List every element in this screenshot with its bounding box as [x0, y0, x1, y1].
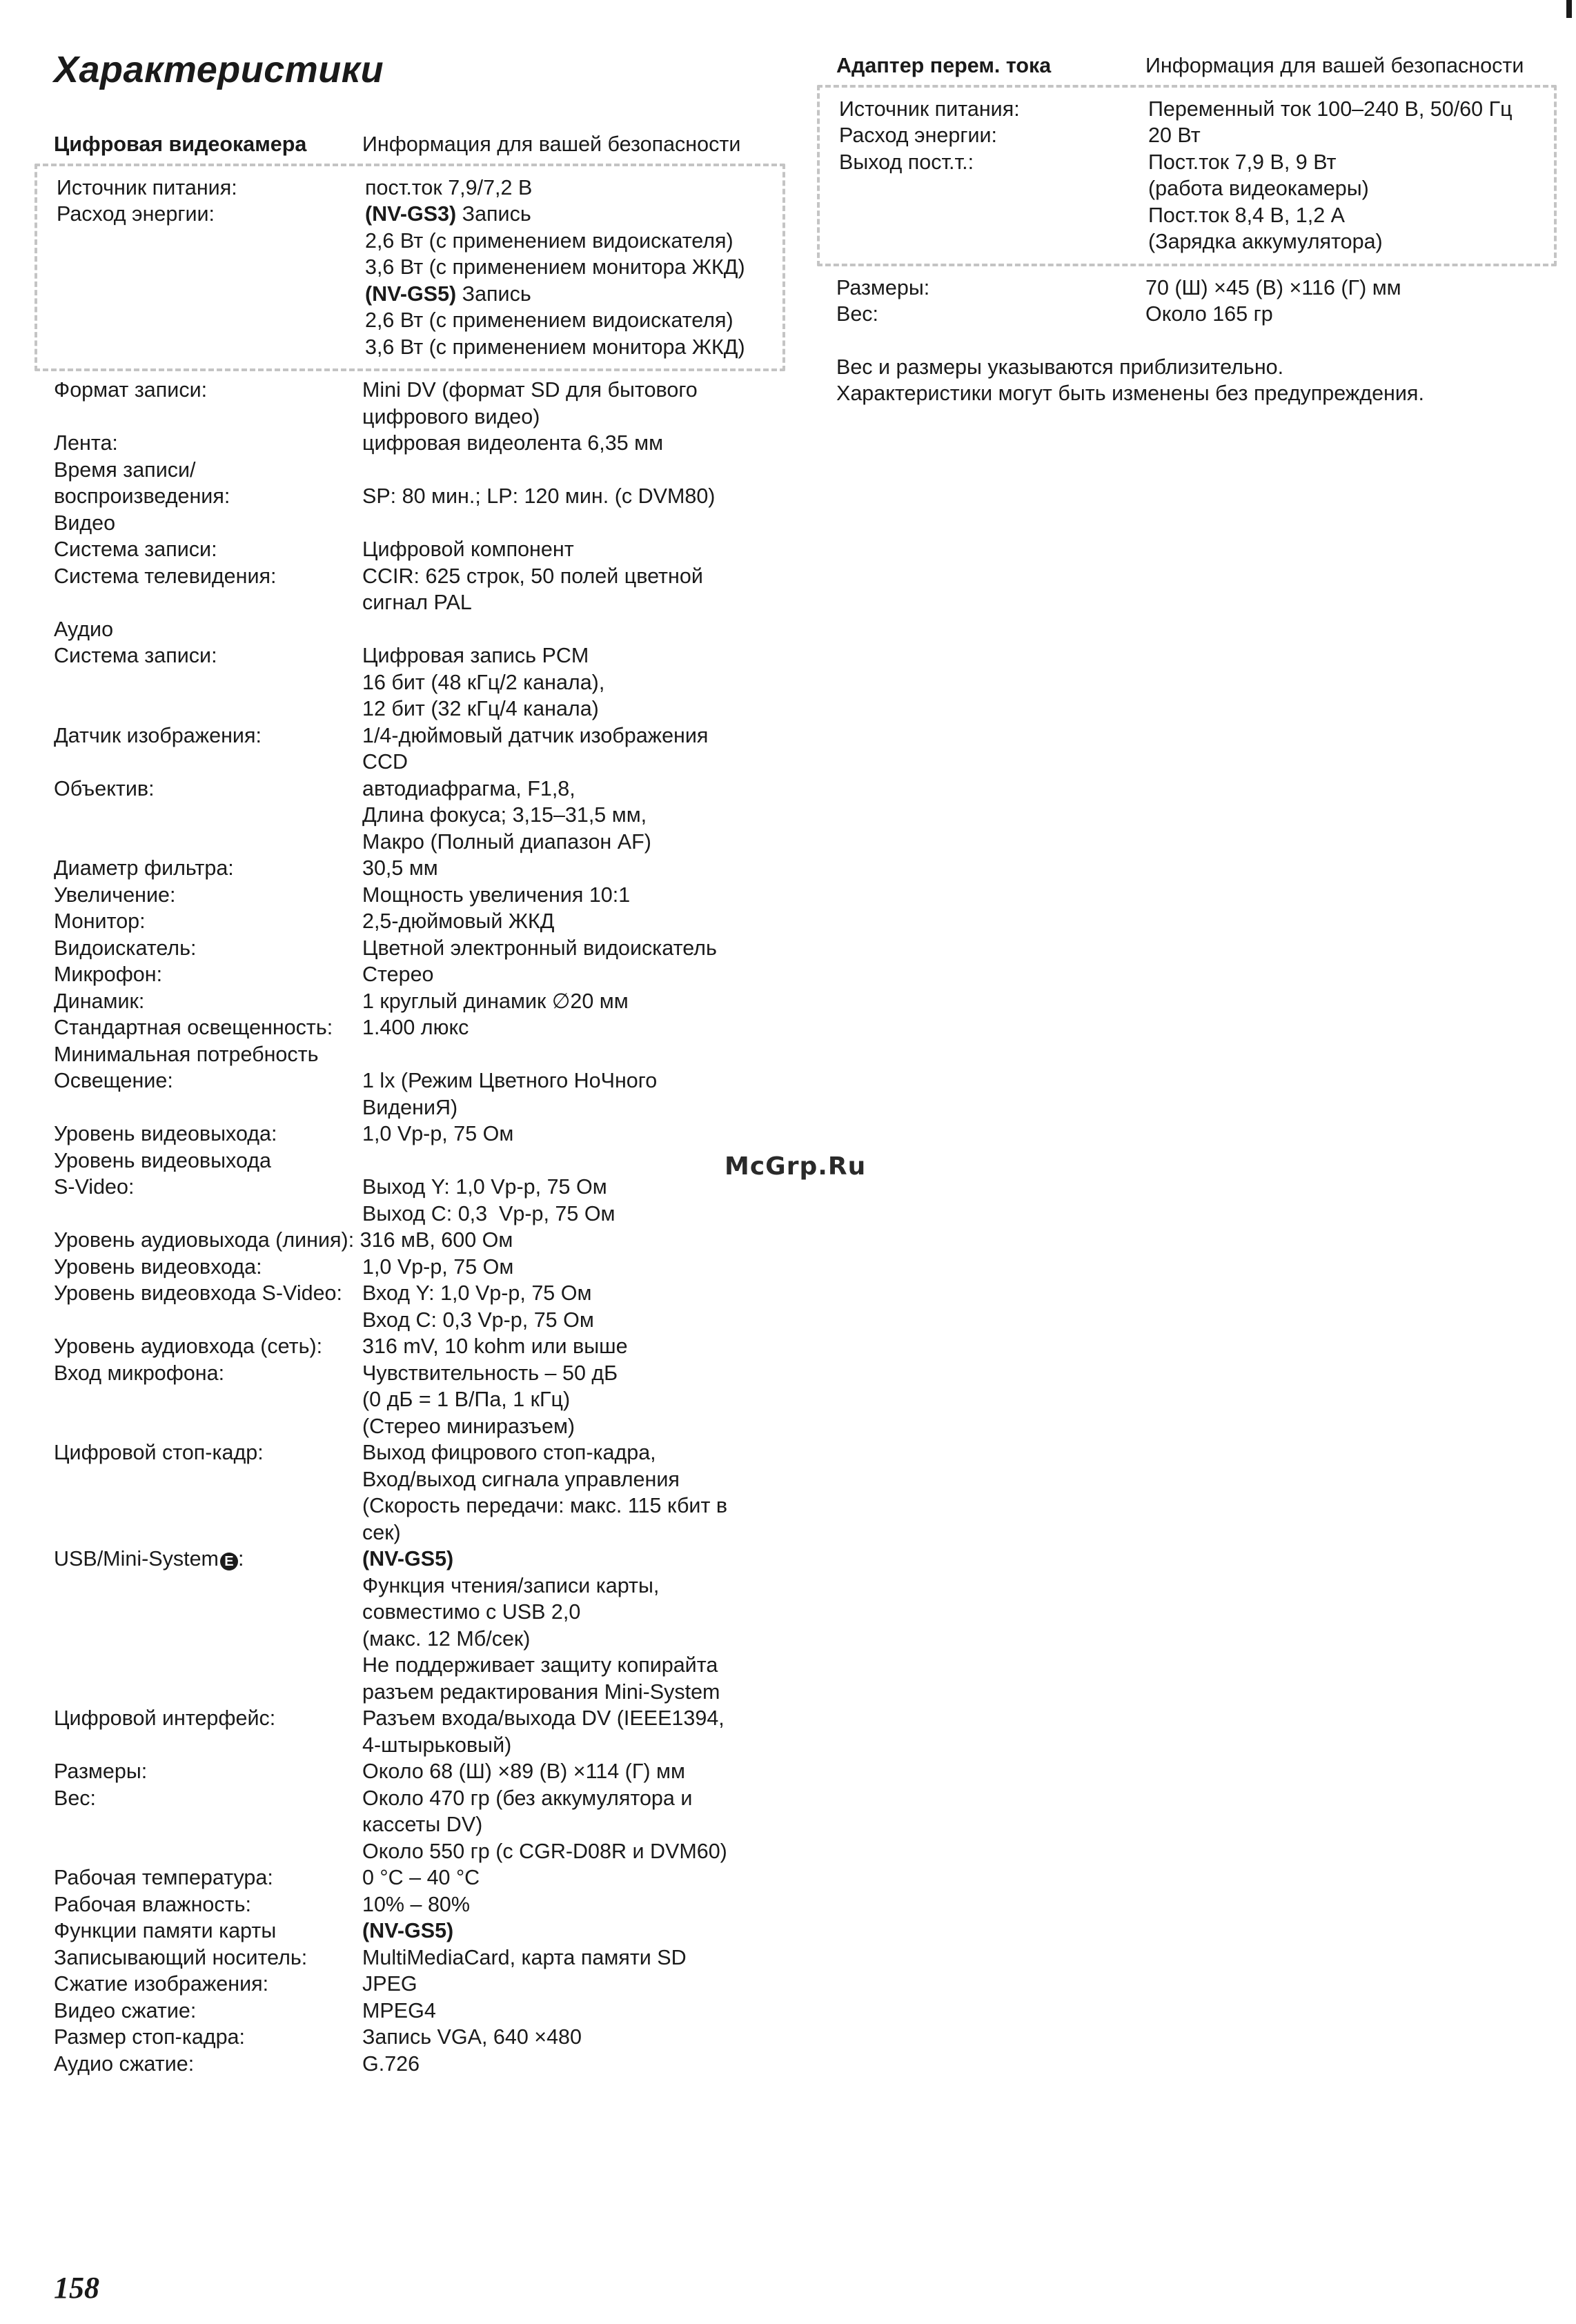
- spec-value: [362, 988, 785, 1015]
- spec-value: [362, 1785, 785, 1865]
- spec-label: Лента:: [54, 431, 118, 455]
- spec-row: [54, 2051, 785, 2078]
- spec-row: [54, 457, 785, 484]
- adapter-note: Характеристики могут быть изменены без предупреждения.: [836, 382, 1424, 405]
- spec-label: Уровень видеовыхода:: [54, 1122, 277, 1145]
- spec-row: [836, 275, 1540, 302]
- spec-value-line: 0 °C – 40 °C: [362, 1866, 480, 1889]
- spec-value-line: JPEG: [362, 1972, 417, 1996]
- spec-row: [54, 882, 785, 909]
- spec-label: Уровень аудиовхода (сеть):: [54, 1335, 323, 1358]
- usb-label-text: USB/Mini-System: [54, 1547, 219, 1570]
- spec-row: [54, 510, 785, 537]
- spec-row: [54, 908, 785, 935]
- e-circle-icon: E: [220, 1553, 238, 1570]
- spec-value: [362, 1864, 785, 1891]
- spec-value: [271, 1148, 785, 1174]
- spec-row: [54, 1944, 785, 1971]
- spec-label: Записывающий носитель:: [54, 1945, 308, 1969]
- spec-label: Видео: [54, 511, 116, 535]
- spec-value-line: сигнал PAL: [362, 591, 472, 614]
- spec-value-line: 70 (Ш) ×45 (В) ×116 (Г) мм: [1145, 275, 1401, 299]
- spec-row: [54, 1891, 785, 1918]
- spec-value-line: автодиафрагма, F1,8,: [362, 776, 575, 800]
- spec-value: [362, 1758, 785, 1785]
- spec-value: [362, 1998, 785, 2025]
- spec-value: [362, 961, 785, 988]
- spec-label: Источник питания:: [57, 175, 237, 199]
- spec-row: [54, 1864, 785, 1891]
- spec-value: [365, 201, 782, 360]
- watermark-text: McGrp.Ru: [725, 1152, 867, 1181]
- spec-row: [54, 988, 785, 1015]
- spec-row: [54, 1918, 785, 1944]
- spacer: [836, 328, 1540, 354]
- spec-row: [54, 563, 785, 616]
- adapter-heading-value: Информация для вашей безопасности: [1145, 54, 1524, 77]
- usb-value-line: разъем редактирования Mini-System: [362, 1680, 720, 1704]
- spec-value: [362, 536, 785, 563]
- spec-row: [54, 1705, 785, 1758]
- spec-row: [54, 1014, 785, 1041]
- spec-value-line: Mini DV (формат SD для бытового: [362, 378, 698, 402]
- spec-row: [54, 1067, 785, 1121]
- spec-value-line: MultiMediaCard, карта памяти SD: [362, 1945, 687, 1969]
- spec-value: [1145, 301, 1540, 328]
- spec-label: Размер стоп-кадра:: [54, 2025, 245, 2049]
- spec-value-line: Пост.ток 8,4 В, 1,2 А: [1148, 203, 1345, 227]
- usb-label: [54, 1546, 362, 1705]
- spec-value-line: (NV-GS5): [362, 1919, 454, 1942]
- usb-row: [54, 1546, 785, 1705]
- spec-row: [54, 642, 785, 722]
- spec-value: [362, 2024, 785, 2051]
- spec-label: Датчик изображения:: [54, 723, 262, 747]
- spec-label: Вход микрофона:: [54, 1361, 225, 1385]
- usb-value-line: (макс. 12 Мб/сек): [362, 1626, 531, 1651]
- spec-value-line: Длина фокуса; 3,15–31,5 мм,: [362, 803, 647, 827]
- spec-value-line: Переменный ток 100–240 В, 50/60 Гц: [1148, 97, 1513, 121]
- spec-value-line: Около 68 (Ш) ×89 (В) ×114 (Г) мм: [362, 1760, 685, 1783]
- spec-label: Расход энергии:: [839, 124, 998, 147]
- spec-value: [362, 1944, 785, 1971]
- spec-label: Монитор:: [54, 909, 146, 933]
- spec-label: S-Video:: [54, 1175, 135, 1199]
- spec-value-line: 1 lx (Режим Цветного НоЧного: [362, 1069, 658, 1092]
- spec-value: [196, 457, 786, 484]
- spec-row: [839, 96, 1554, 123]
- spec-value-line: Около 550 гр (с CGR-D08R и DVM60): [362, 1839, 727, 1863]
- camera-heading-value: Информация для вашей безопасности: [362, 132, 741, 156]
- spec-value-line: (работа видеокамеры): [1148, 177, 1369, 200]
- spec-value-line: Около 165 гр: [1145, 302, 1273, 326]
- spec-value-line: пост.ток 7,9/7,2 В: [365, 175, 533, 199]
- spec-value-line: MPEG4: [362, 1998, 436, 2022]
- spec-label: Расход энергии:: [57, 202, 215, 226]
- spec-label: Уровень видеовхода:: [54, 1254, 262, 1279]
- spec-value-line: Стерео: [362, 963, 434, 986]
- spec-label: Освещение:: [54, 1069, 173, 1092]
- spec-label: Видоискатель:: [54, 936, 197, 960]
- spec-row: [57, 175, 782, 201]
- usb-value-line: совместимо с USB 2,0: [362, 1600, 581, 1624]
- spec-value-line: Цветной электронный видоискатель: [362, 936, 717, 960]
- spec-value-line: Вход/выход сигнала управления: [362, 1467, 680, 1491]
- camera-spec-list-2: [54, 1705, 785, 2077]
- spec-row: [54, 1758, 785, 1785]
- spec-row: [54, 935, 785, 962]
- spec-value: [362, 642, 785, 722]
- spec-value-line: (Стерео миниразъем): [362, 1414, 575, 1438]
- spec-value-line: 30,5 мм: [362, 856, 438, 880]
- spec-value: [362, 1971, 785, 1998]
- spec-value: [362, 2051, 785, 2078]
- spec-label: Вес:: [54, 1786, 97, 1810]
- spec-label: Диаметр фильтра:: [54, 856, 234, 880]
- spec-value-line: 1 круглый динамик ∅20 мм: [362, 989, 629, 1013]
- spec-label: Видео сжатие:: [54, 1998, 197, 2022]
- spec-label: Функции памяти карты: [54, 1919, 277, 1942]
- spec-row: [54, 377, 785, 430]
- spec-row: [54, 722, 785, 776]
- spec-value: [362, 1918, 785, 1944]
- camera-spec-list: [54, 377, 785, 1546]
- spec-row: [54, 1998, 785, 2025]
- spec-label: Минимальная потребность: [54, 1042, 319, 1066]
- spec-label: Источник питания:: [839, 97, 1020, 121]
- spec-value: [362, 1280, 785, 1333]
- page-title: Характеристики: [54, 49, 384, 90]
- spec-value-line: сек): [362, 1520, 401, 1544]
- spec-value-line: 316 mV, 10 kohm или выше: [362, 1335, 628, 1358]
- spec-row: [54, 1439, 785, 1546]
- spec-row: [54, 1174, 785, 1227]
- spec-row: [54, 1333, 785, 1360]
- spec-value-line: SP: 80 мин.; LP: 120 мин. (с DVM80): [362, 484, 716, 508]
- spec-label: воспроизведения:: [54, 484, 230, 508]
- spec-row: [54, 2024, 785, 2051]
- spec-value-line: (NV-GS3) Запись: [365, 202, 531, 226]
- spec-row: [836, 301, 1540, 328]
- spec-label: Вес:: [836, 302, 879, 326]
- spec-value-line: CCIR: 625 строк, 50 полей цветной: [362, 564, 703, 588]
- spec-row: [54, 961, 785, 988]
- adapter-notes: [836, 354, 1540, 407]
- camera-spec-column: [54, 131, 785, 2077]
- spec-row: [54, 1121, 785, 1148]
- spec-label: Микрофон:: [54, 963, 163, 986]
- spec-value-line: 2,6 Вт (с применением видоискателя): [365, 228, 733, 253]
- spec-value-line: (Скорость передачи: макс. 115 кбит в: [362, 1494, 728, 1517]
- adapter-spec-column: [836, 52, 1540, 407]
- spec-value: [362, 1439, 785, 1546]
- spec-value-line: 10% – 80%: [362, 1892, 470, 1916]
- camera-heading-label: Цифровая видеокамера: [54, 132, 307, 156]
- spec-value: [318, 1041, 785, 1068]
- spec-label: Стандартная освещенность:: [54, 1016, 333, 1039]
- spec-value-line: 2,5-дюймовый ЖКД: [362, 909, 555, 933]
- spec-value-line: Около 470 гр (без аккумулятора и: [362, 1786, 693, 1810]
- spec-value: [1145, 275, 1540, 302]
- page-corner-mark: [1566, 0, 1572, 18]
- spec-value: [362, 483, 785, 510]
- spec-value: [362, 1891, 785, 1918]
- spec-value-line: 16 бит (48 кГц/2 канала),: [362, 670, 605, 694]
- spec-value-line: CCD: [362, 750, 408, 774]
- spec-value: [362, 935, 785, 962]
- usb-value-line: Не поддерживает защиту копирайта: [362, 1653, 718, 1677]
- spec-value-line: 1.400 люкс: [362, 1016, 469, 1039]
- spec-value: [362, 908, 785, 935]
- spec-value: [362, 882, 785, 909]
- spec-value: [362, 1121, 785, 1148]
- spec-value-line: Выход C: 0,3 Vp-p, 75 Ом: [362, 1201, 615, 1225]
- spec-label: Размеры:: [54, 1760, 148, 1783]
- spec-label: Рабочая температура:: [54, 1866, 273, 1889]
- spec-label: Рабочая влажность:: [54, 1892, 251, 1916]
- spec-row: [54, 1971, 785, 1998]
- spec-value-line: (0 дБ = 1 В/Па, 1 кГц): [362, 1388, 571, 1411]
- spec-value-line: Выход Y: 1,0 Vp-p, 75 Ом: [362, 1175, 607, 1199]
- spec-value-line: 1,0 Vp-p, 75 Ом: [362, 1122, 514, 1145]
- spec-value: [1148, 96, 1554, 123]
- spec-value: [362, 1360, 785, 1440]
- spec-value: [1148, 122, 1554, 149]
- spec-label: Система записи:: [54, 538, 217, 561]
- spec-label: Аудио: [54, 617, 114, 641]
- spec-value: [362, 855, 785, 882]
- spec-row: [54, 536, 785, 563]
- spec-value-line: 2,6 Вт (с применением видоискателя): [365, 308, 733, 332]
- spec-row: [839, 122, 1554, 149]
- spec-row: [54, 1041, 785, 1068]
- spec-value-line: Выход фицрового стоп-кадра,: [362, 1441, 656, 1464]
- spec-label: Динамик:: [54, 989, 145, 1013]
- spec-row: [54, 616, 785, 643]
- spec-value-line: (Зарядка аккумулятора): [1148, 230, 1383, 253]
- spec-value-line: 1/4-дюймовый датчик изображения: [362, 723, 709, 747]
- spec-row: [54, 430, 785, 457]
- spec-value: [362, 1174, 785, 1227]
- spec-value-line: G.726: [362, 2051, 420, 2076]
- spec-label: Время записи/: [54, 457, 196, 482]
- spec-value-line: 1,0 Vp-p, 75 Ом: [362, 1254, 514, 1279]
- spec-row: [839, 149, 1554, 255]
- spec-row: [54, 855, 785, 882]
- spec-value-line: Запись VGA, 640 ×480: [362, 2025, 582, 2049]
- spec-value-line: Вход C: 0,3 Vp-p, 75 Ом: [362, 1308, 594, 1332]
- camera-heading: [54, 131, 785, 158]
- spec-label: Цифровой стоп-кадр:: [54, 1441, 264, 1464]
- spec-value: [362, 430, 785, 457]
- spec-row: [54, 1280, 785, 1333]
- spec-row: [54, 1148, 785, 1174]
- spec-label: Объектив:: [54, 776, 155, 800]
- camera-safety-box: [35, 164, 785, 372]
- usb-value: [362, 1546, 785, 1705]
- spec-value: [362, 776, 785, 856]
- spec-value-line: Макро (Полный диапазон AF): [362, 829, 651, 854]
- spec-label: Система телевидения:: [54, 564, 277, 588]
- spec-value: [365, 175, 782, 201]
- spec-value-line: Цифровая запись PCM: [362, 644, 589, 667]
- spec-value-line: кассеты DV): [362, 1813, 483, 1836]
- spec-label: Аудио сжатие:: [54, 2051, 195, 2076]
- spec-row: [57, 201, 782, 360]
- spec-value: [1148, 149, 1554, 255]
- spec-row: [54, 1227, 785, 1254]
- spec-value-line: ВидениЯ): [362, 1095, 458, 1119]
- spec-value-line: 12 бит (32 кГц/4 канала): [362, 697, 599, 720]
- usb-value-line: Функция чтения/записи карты,: [362, 1573, 660, 1597]
- spec-value: [362, 1254, 785, 1281]
- spec-label: Выход пост.т.:: [839, 150, 974, 174]
- spec-value: [115, 510, 785, 537]
- spec-label: Уровень аудиовыхода (линия): 316 мВ, 600 Ом: [54, 1228, 513, 1252]
- spec-value: [362, 1067, 785, 1121]
- adapter-heading-label: Адаптер перем. тока: [836, 54, 1052, 77]
- spec-value-line: Пост.ток 7,9 В, 9 Вт: [1148, 150, 1337, 174]
- usb-value-line: (NV-GS5): [362, 1547, 454, 1570]
- spec-label: Система записи:: [54, 644, 217, 667]
- spec-label: Уровень видеовхода S-Video:: [54, 1281, 342, 1305]
- spec-value: [113, 616, 785, 643]
- spec-value-line: Мощность увеличения 10:1: [362, 883, 631, 907]
- adapter-spec-list: [836, 275, 1540, 328]
- adapter-safety-box: [817, 85, 1557, 266]
- spec-value-line: 4-штырьковый): [362, 1733, 512, 1757]
- spec-value-line: 3,6 Вт (с применением монитора ЖКД): [365, 255, 745, 279]
- spec-value: [362, 722, 785, 776]
- spec-value-line: цифрового видео): [362, 404, 540, 429]
- spec-label: Цифровой интерфейс:: [54, 1706, 276, 1730]
- spec-value-line: цифровая видеолента 6,35 мм: [362, 431, 664, 455]
- spec-value-line: 3,6 Вт (с применением монитора ЖКД): [365, 335, 745, 359]
- spec-value: [362, 377, 785, 430]
- spec-row: [54, 776, 785, 856]
- spec-value-line: Разъем входа/выхода DV (IEEE1394,: [362, 1706, 725, 1730]
- spec-value-line: Вход Y: 1,0 Vp-p, 75 Ом: [362, 1281, 592, 1305]
- usb-label-colon: :: [237, 1547, 244, 1570]
- page-number: 158: [54, 2271, 99, 2305]
- spec-row: [54, 1785, 785, 1865]
- spec-label: Формат записи:: [54, 378, 208, 402]
- spec-label: Размеры:: [836, 275, 930, 299]
- spec-value-line: Чувствительность – 50 дБ: [362, 1361, 618, 1385]
- spec-label: Сжатие изображения:: [54, 1972, 269, 1996]
- spec-value: [513, 1227, 785, 1254]
- spec-value: [362, 1014, 785, 1041]
- adapter-heading: [836, 52, 1540, 79]
- spec-row: [54, 1254, 785, 1281]
- spec-value-line: (NV-GS5) Запись: [365, 282, 531, 306]
- spec-label: Уровень видеовыхода: [54, 1148, 272, 1172]
- spec-row: [54, 1360, 785, 1440]
- spec-value-line: Цифровой компонент: [362, 538, 574, 561]
- adapter-note: Вес и размеры указываются приблизительно.: [836, 355, 1284, 379]
- spec-label: Увеличение:: [54, 883, 176, 907]
- spec-value: [362, 1705, 785, 1758]
- spec-row: [54, 483, 785, 510]
- spec-value: [362, 1333, 785, 1360]
- spec-value: [362, 563, 785, 616]
- spec-value-line: 20 Вт: [1148, 124, 1201, 147]
